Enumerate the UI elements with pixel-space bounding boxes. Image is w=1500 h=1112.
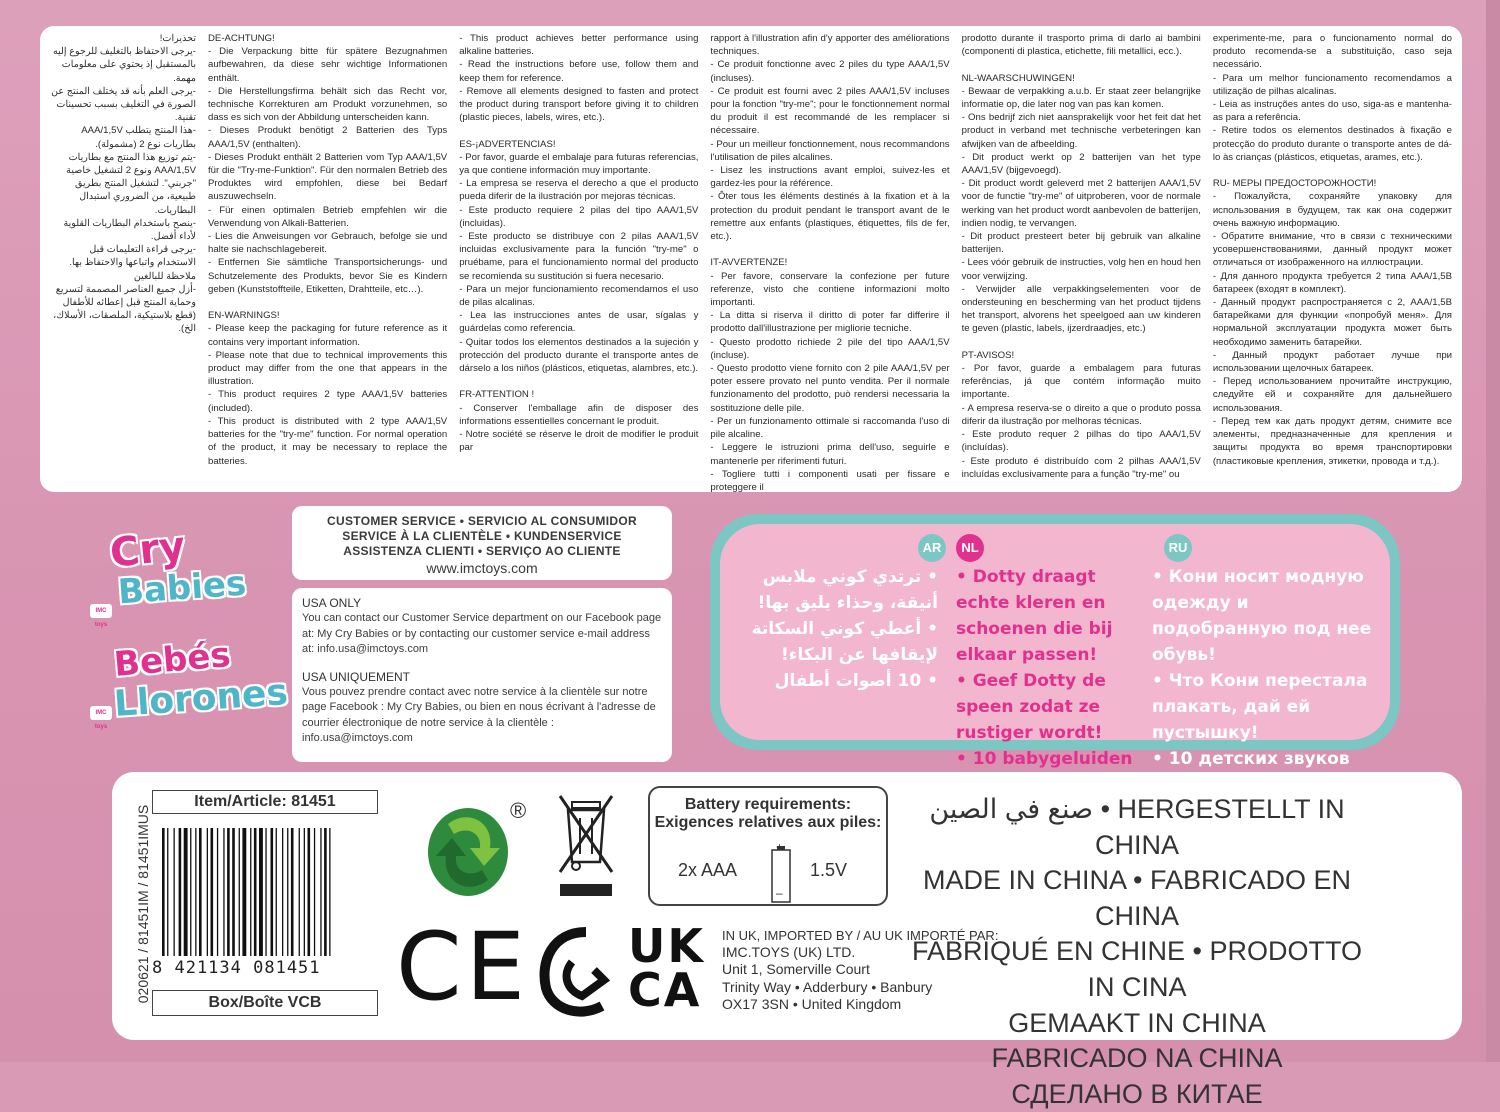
logo-bebes: Bebés <box>112 634 233 686</box>
warnings-de-en: DE-ACHTUNG! - Die Verpackung bitte für spätere Bezugnahmen aufbewahren, da diese sehr wichtige Informationen enthält. - Die Herstellungsfirma behält sich das Recht vor, technische Korrekturen am Produkt vorzunehmen, so dass es sich von der Abbildung unterscheiden kann. - Dieses Produkt benötigt 2 Batterien des Typs AAA/1,5V (enthalten). - Dieses Produkt enthält 2 Batterien vom Typ AAA/1,5V für die "Try-me-Funktion". Für den normalen Betrieb des Produktes wird empfohlen, diese bei Bedarf auszuwechseln. - Für einen optimalen Betrieb empfehlen wir die Verwendung von Alkali-Batterien. - Lies die Anweisungen vor Gebrauch, befolge sie und halte sie nachschlagebereit. - Entfernen Sie sämtliche Transportsicherungs- und Schutzelemente des Produkts, bevor Sie es Kindern geben (Kunststoffteile, Etiketten, Drahtteile, etc…). EN-WARNINGS! - Please keep the packaging for future reference as it contains very important information. - Please note that due to technical improvements this product may differ from the one that appears in the illustration. - This product requires 2 type AAA/1,5V batteries (included). - This product is distributed with 2 type AAA/1,5V batteries for the "try-me" function. For normal operation of the product, it may be necessary to replace the batteries. <box>208 33 448 467</box>
triman-icon <box>532 922 612 1018</box>
vertical-code-text: 020621 / 81451IM / 81451IMUS <box>135 804 151 1004</box>
customer-service-header <box>292 506 672 580</box>
ce-mark-icon: CE <box>396 913 530 1022</box>
importer-line-1: IN UK, IMPORTED BY / AU UK IMPORTÉ PAR: <box>722 928 999 943</box>
made-in-china <box>902 792 1372 1112</box>
made-in-line: FABRIQUÉ EN CHINE • PRODOTTO IN CINA <box>911 936 1362 1002</box>
features-ar: • ترتدي كوني ملابس أنيقة، وحذاء يليق بها! • أعطي كوني السكاتة لإيقافها عن البكاء! • 10 أصوات أطفال <box>751 567 938 691</box>
made-in-line: FABRICADO NA CHINA <box>991 1043 1283 1074</box>
usa-only-body: You can contact our Customer Service department on our Facebook page at: My Cry Babies or by contacting our customer service e-mail address at: info.usa@imctoys.com <box>302 612 662 655</box>
customer-service-panel <box>292 506 672 762</box>
battery-plus: + <box>776 840 784 854</box>
made-in-line: MADE IN CHINA • FABRICADO EN CHINA <box>922 865 1352 931</box>
customer-service-usa <box>292 588 672 762</box>
cs-line-3: ASSISTENZA CLIENTI • SERVIÇO AO CLIENTE <box>343 544 621 558</box>
imc-logo-icon: IMC toys <box>90 604 112 618</box>
warnings-pt-ru: experimente-me, para o funcionamento normal do produto recomenda-se a substituição, caso seja necessário. - Para um melhor funcionamento recomendamos a utilização de pilhas alcalinas. - Leia as instruções antes do uso, siga-as e mantenha-as para a referência. - Retire todos os elementos destinados à fixação e protecção do produto durante o transporte antes de dá-lo às crianças (plásticos, etiquetas, arames, etc.). RU- МЕРЫ ПРЕДОСТОРОЖНОСТИ! - Пожалуйста, сохраняйте упаковку для использования в будущем, так как она содержит очень важную информацию. - Обратите внимание, что в связи с техническими усовершенствованиями, данный продукт может отличаться от изображенного на иллюстрации. - Для данного продукта требуется 2 типа AAA/1,5В батареек (входят в комплект). - Данный продукт распространяется с 2, AAA/1,5В батарейками для функции «попробуй меня». Для нормальной эксплуатации продукта может быть необходимо заменить батарейки. - Данный продукт работает лучше при использовании щелочных батареек. - Перед использованием прочитайте инструкцию, следуйте ей и сохраняйте для дальнейшего использования. - Перед тем как дать продукт детям, снимите все элементы, предназначенные для крепления и защиты продукта во время транспортировки (пластиковые крепления, этикетки, провода и т.д.). <box>1212 33 1453 467</box>
product-label <box>112 772 1462 1109</box>
importer-line-2: IMC.TOYS (UK) LTD. <box>722 944 856 960</box>
warnings-fr-it: rapport à l'illustration afin d'y apporter des améliorations techniques. - Ce produit fonctionne avec 2 piles du type AAA/1,5V (incluses). - Ce produit est fourni avec 2 piles AAA/1,5V incluses pour la fonction "try-me"; pour le fonctionnement normal du produit il est recommandé de les remplacer si nécessaire. - Pour un meilleur fonctionnement, nous recommandons l'utilisation de piles alcalines. - Lisez les instructions avant emploi, suivez-les et gardez-les pour la référence. - Ôter tous les éléments destinés à la fixation et à la protection du produit pendant le transport avant de le remettre aux enfants (plastiques, étiquettes, fils de fer, etc.). IT-AVVERTENZE! - Per favore, conservare la confezione per future referenze, visto che contiene informazioni molto importanti. - La ditta si riserva il diritto di poter far differire il prodotto dall'illustrazione per migliorie tecniche. - Questo prodotto richiede 2 pile del tipo AAA/1,5V (incluse). - Questo prodotto viene fornito con 2 pile AAA/1,5V per poter essere provato nel punto vendita. Per il normale funzionamento del prodotto, può rendersi necessaria la sostituzione delle pile. - Per un funzionamento ottimale si raccomanda l'uso di pile alcaline. - Leggere le istruzioni prima dell'uso, seguirle e mantenerle per riferimenti futuri. - Togliere tutti i componenti usati per fissare e proteggere il <box>710 33 950 493</box>
importer-line-4: Trinity Way • Adderbury • Banbury <box>722 978 933 995</box>
usa-only-title: USA ONLY <box>302 596 362 610</box>
battery-minus: – <box>776 886 783 900</box>
warnings-en-es-fr: - This product achieves better performance using alkaline batteries. - Read the instructions before use, follow them and keep them for reference. - Remove all elements designed to fasten and protect the product during transport before giving it to children (plastic pieces, labels, wires, etc.). ES-¡ADVERTENCIAS! - Por favor, guarde el embalaje para futuras referencias, ya que contiene información muy importante. - La empresa se reserva el derecho a que el producto pueda diferir de la ilustración por mejoras técnicas. - Este producto requiere 2 pilas del tipo AAA/1,5V (incluidas). - Este producto se distribuye con 2 pilas AAA/1,5V incluidas exclusivamente para la función "try-me" o pruébame, para el funcionamiento normal del producto se recomienda su sustitución si fuera necesario. - Para un mejor funcionamiento recomendamos el uso de pilas alcalinas. - Lea las instrucciones antes de usar, sígalas y guárdelas como referencia. - Quitar todos los elementos destinados a la sujeción y protección del producto durante el transporte antes de dárselo a los niños (plásticos, etiquetas, alambres, etc.). FR-ATTENTION ! - Conserver l'emballage afin de disposer des informations essentielles concernant le produit. - Notre société se réserve le droit de modifier le produit par <box>459 33 699 454</box>
brand-logos <box>94 523 290 730</box>
battery-requirements <box>648 786 888 906</box>
weee-bin-icon <box>556 792 616 900</box>
features-nl: • Dotty draagt echte kleren en schoenen die bij elkaar passen! • Geef Dotty de speen zodat ze rustiger wordt! • 10 babygeluiden <box>956 567 1133 769</box>
made-in-line: GEMAAKT IN CHINA <box>1008 1007 1266 1038</box>
badge-ru: RU <box>1164 534 1192 562</box>
barcode-icon <box>158 828 372 968</box>
warnings-it-nl-pt: prodotto durante il trasporto prima di darlo ai bambini (componenti di plastica, etichette, fili metallici, ecc.). NL-WAARSCHUWINGEN! - Bewaar de verpakking a.u.b. Er staat zeer belangrijke informatie op, die later nog van pas kan komen. - Ons bedrijf zich niet aansprakelijk voor het feit dat het product in verband met technische verbeteringen kan afwijken van de afbeelding. - Dit product werkt op 2 batterijen van het type AAA/1,5V (bijgevoegd). - Dit product wordt geleverd met 2 batterijen AAA/1,5V voor de functie "try-me" of uitproberen, voor de normale werking van het product wordt aanbevolen de batterijen, indien nodig, te vervangen. - Dit product presteert beter bij gebruik van alkaline batterijen. - Lees vóór gebruik de instructies, volg hen en houd hen voor verwijzing. - Verwijder alle verpakkingselementen voor de ondersteuning en bescherming van het product tijdens het transport, alvorens het speelgoed aan uw kinderen te geven (plastic, labels, ijzerdraadjes, etc.) PT-AVISOS! - Por favor, guarde a embalagem para futuras referências, já que contém informação muito importante. - A empresa reserva-se o direito a que o produto possa diferir da ilustração por melhoras técnicas. - Este produto requer 2 pilhas do tipo AAA/1,5V (incluídas). - Este produto é distribuído com 2 pilhas AAA/1,5V incluídas exclusivamente para a função "try-me" ou <box>961 33 1201 480</box>
battery-quantity: 2x AAA <box>678 860 738 880</box>
logo-llorones: Llorones <box>112 671 290 726</box>
imc-logo-icon: IMC toys <box>90 706 112 720</box>
features-panel <box>710 514 1400 769</box>
green-dot-icon <box>424 798 516 898</box>
badge-ar: AR <box>918 534 946 562</box>
made-in-line: صنع في الصين • HERGESTELLT IN CHINA <box>929 794 1345 860</box>
box-code: Box/Boîte VCB <box>152 990 378 1016</box>
cs-line-1: CUSTOMER SERVICE • SERVICIO AL CONSUMIDOR <box>327 514 637 528</box>
importer-line-5: OX17 3SN • United Kingdom <box>722 996 902 1013</box>
ukca-mark-icon <box>628 919 705 1017</box>
warnings-panel <box>40 26 1462 492</box>
features-inner <box>720 524 1390 769</box>
usa-uniquement-title: USA UNIQUEMENT <box>302 669 411 684</box>
made-in-line: СДЕЛАНО В КИТАЕ <box>1011 1078 1263 1109</box>
logo-cry: Cry <box>107 523 188 577</box>
cs-line-2: SERVICE À LA CLIENTÈLE • KUNDENSERVICE <box>342 529 622 543</box>
features-ru: • Кони носит модную одежду и подобранную под нее обувь! • Что Кони перестала плакать, дай ей пустышку! • 10 детских звуков <box>1152 567 1372 769</box>
usa-uniquement-body: Vous pouvez prendre contact avec notre service à la clientèle sur notre page Facebook : My Cry Babies, ou bien en nous écrivant à l'adresse de courrier électronique de notre service à la clientèle : info.usa@imctoys.com <box>302 685 656 744</box>
cs-website-link[interactable]: www.imctoys.com <box>426 560 538 576</box>
badge-nl: NL <box>956 534 984 562</box>
ukca-bottom: CA <box>628 963 702 1017</box>
battery-title-1: Battery requirements: <box>684 796 852 813</box>
registered-mark: ® <box>510 798 527 823</box>
warnings-ar: تحذيرات! -يرجى الاحتفاظ بالتغليف للرجوع إليه بالمستقبل إذ يحتوي على معلومات مهمة. -يرجى العلم بأنه قد يختلف المنتج عن الصورة في التغليف بسبب تحسينات تقنية. -هذا المنتج يتطلب AAA/1,5V بطاريات نوع 2 (مشمولة). -يتم توزيع هذا المنتج مع بطاريات AAA/1,5V ونوع 2 لتشغيل خاصية "جربني". لتشغيل المنتج بطريق طبيعية، من الضروري استبدال البطاريات. -ينصح باستخدام البطاريات القلوية لأداء أفضل. -يرجى قراءة التعليمات قبل الاستخدام واتباعها والاحتفاظ بها. ملاحظة للبالغين -أزل جميع العناصر المصممة لتسريع وحماية المنتج قبل إعطائه للأطفال (قطع بلاستيكية، الملصقات، الأسلاك، الخ). <box>51 33 196 335</box>
vertical-code <box>132 792 154 1016</box>
importer-line-3: Unit 1, Somerville Court <box>722 961 870 978</box>
battery-voltage: 1.5V <box>810 860 848 880</box>
battery-title-2: Exigences relatives aux piles: <box>654 814 882 831</box>
logo-babies: Babies <box>116 563 248 613</box>
barcode-number: 8 421134 081451 <box>152 958 321 978</box>
ukca-top: UK <box>628 919 705 973</box>
item-article: Item/Article: 81451 <box>152 790 378 814</box>
